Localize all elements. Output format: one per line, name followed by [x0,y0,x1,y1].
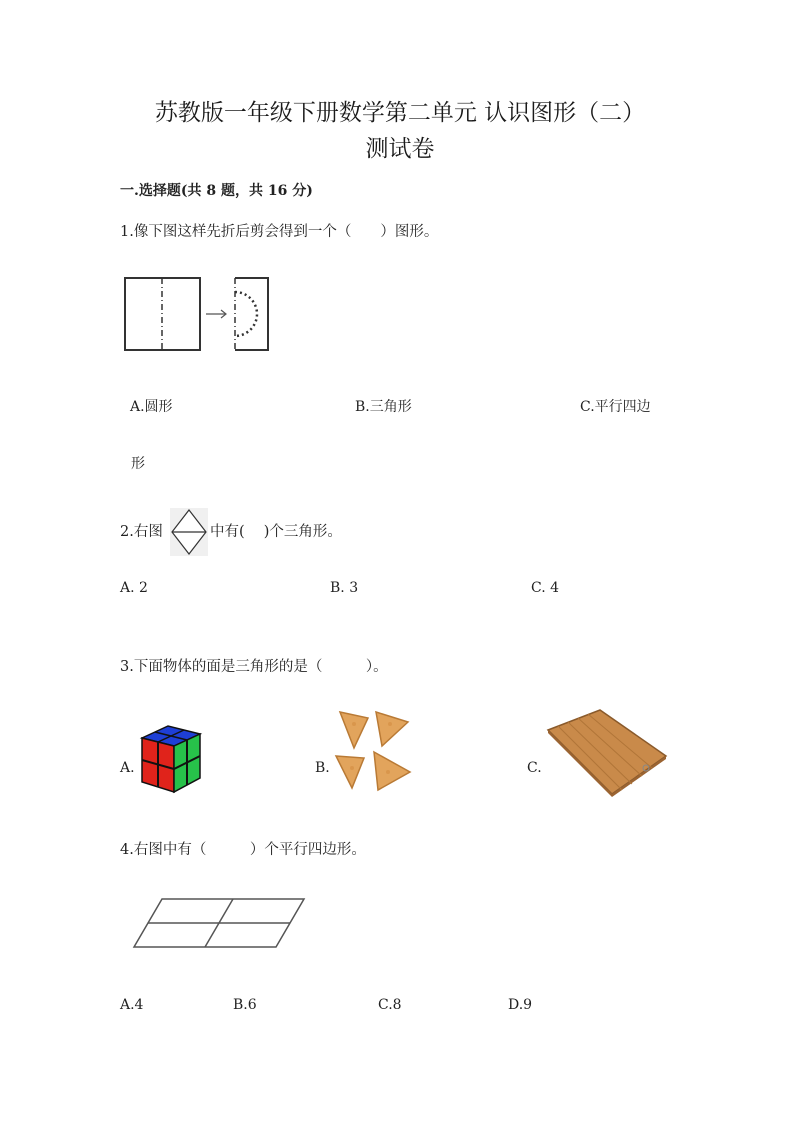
q3-option-c[interactable]: C. [527,760,542,776]
q4-option-d[interactable]: D.9 [508,997,533,1013]
q2-option-b[interactable]: B. 3 [330,580,359,596]
q1-option-c[interactable]: C.平行四边 [580,399,651,415]
q4-option-b[interactable]: B.6 [233,997,257,1013]
parallelogram-grid-figure [130,895,310,955]
rubik-cube-image [134,724,204,796]
cutting-board-image [544,706,669,798]
question-4-text: 4.右图中有（ ）个平行四边形。 [120,842,366,858]
triangle-biscuits-image [330,708,415,793]
page-title: 苏教版一年级下册数学第二单元 认识图形（二） [154,100,646,126]
q1-option-c-wrap: 形 [131,456,145,472]
q4-option-c[interactable]: C.8 [378,997,402,1013]
question-2-text-after: 中有( )个三角形。 [210,524,342,540]
q4-option-a[interactable]: A.4 [120,997,144,1013]
q3-option-b[interactable]: B. [315,760,330,776]
question-2-text-before: 2.右图 [120,524,163,540]
q1-option-a[interactable]: A.圆形 [130,399,173,415]
question-3-text: 3.下面物体的面是三角形的是（ ）。 [120,659,388,675]
q2-option-a[interactable]: A. 2 [120,580,148,596]
fold-cut-diagram [120,270,280,360]
q2-option-c[interactable]: C. 4 [531,580,560,596]
q1-option-b[interactable]: B.三角形 [355,399,412,415]
q3-option-a[interactable]: A. [120,760,135,776]
section-heading: 一.选择题(共 8 题，共 16 分) [120,183,313,199]
page-subtitle: 测试卷 [365,136,435,162]
diamond-triangles-figure [170,508,208,556]
question-1-text: 1.像下图这样先折后剪会得到一个（ ）图形。 [120,224,439,240]
